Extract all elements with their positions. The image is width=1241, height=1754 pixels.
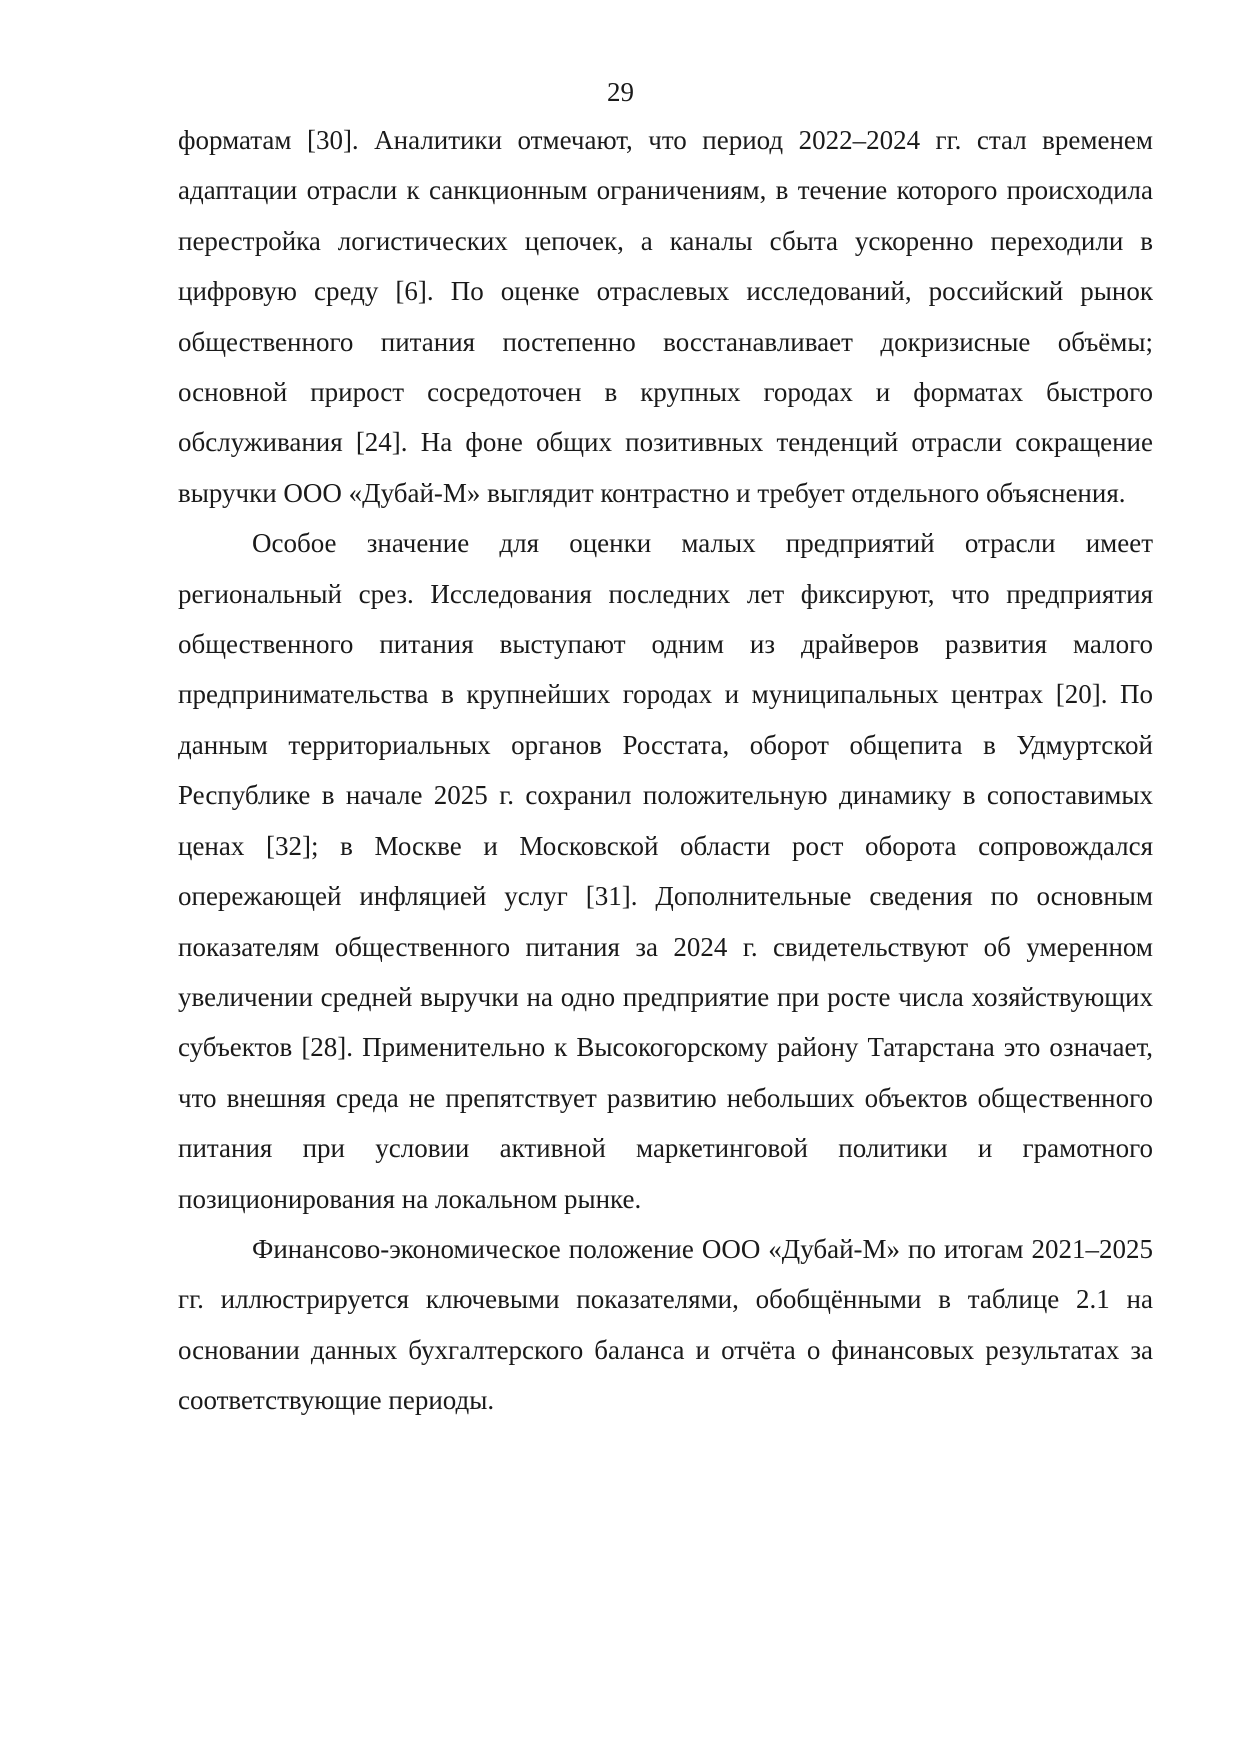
paragraph-continuation: форматам [30]. Аналитики отмечают, что период 2022–2024 гг. стал временем адаптации отрасли к санкционным ограничениям, в течение которого происходила перестройка логистических цепочек, а каналы сбыта ускоренно переходили в цифровую среду [6]. По оценке отраслевых исследований, российский рынок общественного питания постепенно восстанавливает докризисные объёмы; основной прирост сосредоточен в крупных городах и форматах быстрого обслуживания [24]. На фоне общих позитивных тенденций отрасли сокращение выручки ООО «Дубай-М» выглядит контрастно и требует отдельного объяснения. [178, 125, 1153, 508]
document-body [178, 115, 1153, 1426]
paragraph-regional-analysis: Особое значение для оценки малых предприятий отрасли имеет региональный срез. Исследования последних лет фиксируют, что предприятия общественного питания выступают одним из драйверов развития малого предпринимательства в крупнейших городах и муниципальных центрах [20]. По данным территориальных органов Росстата, оборот общепита в Удмуртской Республике в начале 2025 г. сохранил положительную динамику в сопоставимых ценах [32]; в Москве и Московской области рост оборота сопровождался опережающей инфляцией услуг [31]. Дополнительные сведения по основным показателям общественного питания за 2024 г. свидетельствуют об умеренном увеличении средней выручки на одно предприятие при росте числа хозяйствующих субъектов [28]. Применительно к Высокогорскому району Татарстана это означает, что внешняя среда не препятствует развитию небольших объектов общественного питания при условии активной маркетинговой политики и грамотного позиционирования на локальном рынке. [178, 528, 1153, 1214]
paragraph-financial-position: Финансово-экономическое положение ООО «Дубай-М» по итогам 2021–2025 гг. иллюстрируется ключевыми показателями, обобщёнными в таблице 2.1 на основании данных бухгалтерского баланса и отчёта о финансовых результатах за соответствующие периоды. [178, 1233, 1153, 1416]
page-number: 29 [607, 77, 634, 107]
